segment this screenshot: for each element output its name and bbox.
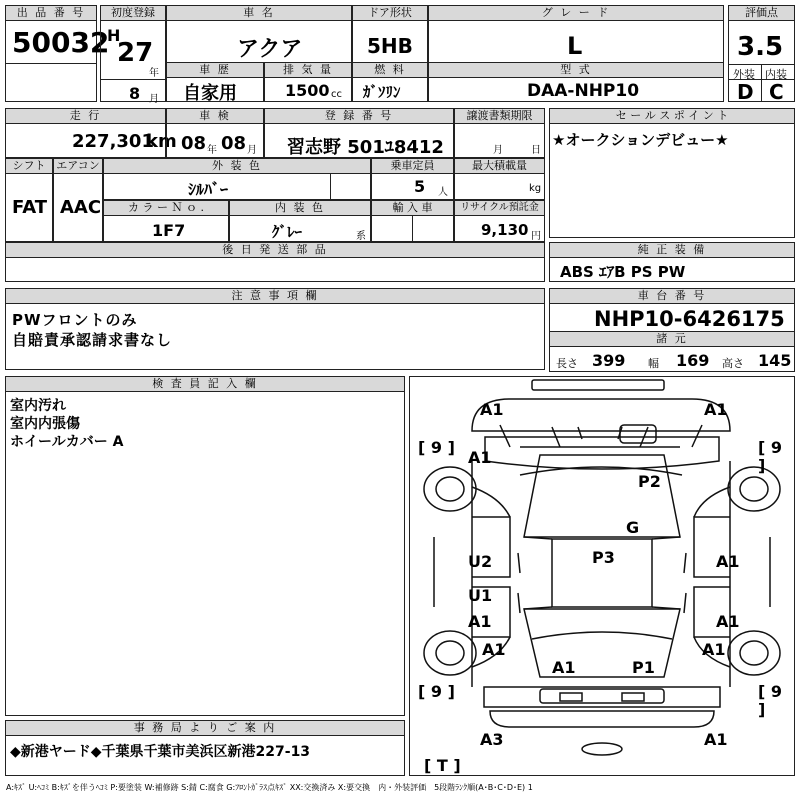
- transfer-label: 譲渡書類期限: [455, 109, 544, 124]
- plate-number: 習志野 501ﾕ8412: [287, 137, 444, 158]
- tyre-rear-right: [ 9 ]: [758, 682, 783, 719]
- month-unit: 月: [149, 94, 159, 105]
- car-name: アクア: [237, 37, 303, 62]
- recycle-label: リサイクル預託金: [455, 201, 544, 216]
- import-box: [371, 200, 454, 242]
- door-box: [352, 5, 428, 63]
- int-color-label: 内 装 色: [230, 201, 370, 216]
- width-label: 幅: [648, 357, 659, 370]
- history-label: 車 歴: [167, 63, 263, 78]
- length-label: 長さ: [556, 357, 578, 370]
- mileage-label: 走 行: [6, 109, 165, 124]
- ext-label: 外装: [733, 68, 755, 81]
- ext-color: ｼﾙﾊﾞｰ: [188, 180, 229, 199]
- grade-label: グ レ ー ド: [429, 6, 723, 21]
- sales-point-box: [549, 108, 795, 238]
- transfer-box: [454, 108, 545, 158]
- displacement: 1500: [285, 81, 330, 100]
- tyre-spare: [ T ]: [424, 756, 461, 775]
- grade: L: [567, 32, 583, 60]
- door-label: ドア形状: [353, 6, 427, 21]
- recycle: 9,130: [481, 221, 529, 239]
- damage-mark: U2: [468, 552, 493, 571]
- genuine-box: [549, 242, 795, 282]
- inspector-label: 検 査 員 記 入 欄: [6, 377, 404, 392]
- chassis-number: NHP10-6426175: [594, 307, 785, 331]
- int-label: 内装: [765, 68, 787, 81]
- damage-mark: A3: [480, 730, 504, 749]
- chassis-box: [549, 288, 795, 372]
- model-code: DAA-NHP10: [527, 81, 640, 101]
- damage-mark: A1: [468, 448, 492, 467]
- fuel: ｶﾞｿﾘﾝ: [363, 83, 401, 101]
- import-label: 輸 入 車: [372, 201, 453, 216]
- office-label: 事 務 局 よ り ご 案 内: [6, 721, 404, 736]
- recycle-box: [454, 200, 545, 242]
- notes-box: [5, 288, 545, 370]
- office-notice: ◆新港ヤード◆千葉県千葉市美浜区新港227-13: [10, 744, 311, 760]
- model-label: 型 式: [429, 63, 723, 78]
- insp-month-unit: 月: [247, 145, 257, 156]
- damage-mark: A1: [716, 612, 740, 631]
- damage-mark: G: [626, 518, 640, 537]
- later-parts-label: 後 日 発 送 部 品: [6, 243, 544, 258]
- length: 399: [592, 351, 626, 370]
- chassis-label: 車 台 番 号: [550, 289, 794, 304]
- capacity-unit: 人: [438, 187, 448, 198]
- lot-label: 出 品 番 号: [6, 6, 96, 21]
- shift: FAT: [12, 197, 48, 218]
- inspector-line-2: 室内内張傷: [10, 416, 80, 432]
- tyre-rear-left: [ 9 ]: [418, 682, 455, 701]
- door-type: 5HB: [367, 34, 413, 58]
- lot-box: [5, 5, 110, 102]
- first-reg-label: 初度登録: [101, 6, 165, 21]
- height: 145: [758, 351, 792, 370]
- color-no-label: カ ラ ー Ｎ ｏ .: [104, 201, 228, 216]
- sales-point-label: セ ー ル ス ポ イ ン ト: [550, 109, 794, 124]
- insp-year: 08: [181, 133, 207, 154]
- displacement-label: 排 気 量: [265, 63, 351, 78]
- era: H: [107, 26, 121, 45]
- displacement-box: [264, 62, 352, 102]
- color-no: 1F7: [152, 221, 186, 240]
- mileage-box: [5, 108, 177, 158]
- office-box: [5, 720, 405, 776]
- genuine-equipment: ABS ｴｱB PS PW: [560, 263, 686, 281]
- inspection-box: [166, 108, 264, 158]
- plate-box: [264, 108, 454, 158]
- note-line-1: PWフロントのみ: [12, 311, 138, 329]
- transfer-day-unit: 日: [531, 145, 541, 156]
- capacity-box: [371, 158, 454, 200]
- history-box: [166, 62, 264, 102]
- damage-diagram: [409, 376, 795, 776]
- damage-mark: A1: [552, 658, 576, 677]
- score: 3.5: [737, 32, 784, 62]
- damage-mark: U1: [468, 586, 493, 605]
- shift-box: [5, 158, 53, 242]
- damage-mark: A1: [702, 640, 726, 659]
- tyre-front-left: [ 9 ]: [418, 438, 455, 457]
- notes-label: 注 意 事 項 欄: [6, 289, 544, 304]
- damage-mark: A1: [704, 730, 728, 749]
- mileage: 227,301: [72, 131, 154, 152]
- capacity: 5: [414, 177, 426, 196]
- max-load-label: 最大積載量: [455, 159, 544, 174]
- ac: AAC: [60, 197, 102, 218]
- history: 自家用: [183, 83, 237, 104]
- ac-label: エアコン: [54, 159, 102, 174]
- score-box: [728, 5, 795, 102]
- damage-mark: A1: [704, 400, 728, 419]
- damage-mark: A1: [716, 552, 740, 571]
- lot-number: 50032: [12, 26, 110, 59]
- int-score: C: [769, 80, 784, 104]
- model-box: [428, 62, 724, 102]
- color-no-box: [103, 200, 229, 242]
- score-label: 評価点: [729, 6, 794, 21]
- car-name-box: [166, 5, 352, 63]
- plate-label: 登 録 番 号: [265, 109, 453, 124]
- int-color: ｸﾞﾚｰ: [272, 223, 303, 241]
- ext-color-box: [103, 158, 371, 200]
- width: 169: [676, 351, 710, 370]
- ext-score: D: [737, 80, 754, 104]
- damage-mark: P2: [638, 472, 661, 491]
- capacity-label: 乗車定員: [372, 159, 453, 174]
- ext-color-label: 外 装 色: [104, 159, 370, 174]
- fuel-box: [352, 62, 428, 102]
- int-color-box: [229, 200, 371, 242]
- insp-month: 08: [221, 133, 247, 154]
- damage-mark: P3: [592, 548, 615, 567]
- year-unit: 年: [149, 68, 159, 79]
- specs-label: 諸 元: [550, 332, 794, 347]
- reg-month: 8: [129, 84, 141, 103]
- first-reg-box: [100, 5, 166, 105]
- int-color-unit: 系: [356, 231, 366, 242]
- damage-mark: A1: [468, 612, 492, 631]
- recycle-unit: 円: [531, 231, 541, 242]
- genuine-label: 純 正 装 備: [550, 243, 794, 258]
- cc-unit: cc: [331, 89, 342, 100]
- inspector-box: [5, 376, 405, 716]
- fuel-label: 燃 料: [353, 63, 427, 78]
- max-load-box: [454, 158, 545, 200]
- later-parts-box: [5, 242, 545, 282]
- inspector-line-1: 室内汚れ: [10, 398, 66, 414]
- car-outline: [410, 377, 794, 775]
- grade-box: [428, 5, 724, 63]
- max-load-unit: kg: [529, 183, 542, 194]
- legend: A:ｷｽﾞ U:ﾍｺﾐ B:ｷｽﾞを伴うﾍｺﾐ P:要塗装 W:補修跡 S:錆 C:腐食 G:ﾌﾛﾝﾄｶﾞﾗｽ点ｷｽﾞ XX:交換済み X:要交換 内・外装評価 5段階ﾗﾝｸ順(A･B･C･D･E) 1: [6, 783, 533, 792]
- shift-label: シフト: [6, 159, 52, 174]
- insp-year-unit: 年: [207, 145, 217, 156]
- car-name-label: 車 名: [167, 6, 351, 21]
- tyre-front-right: [ 9 ]: [758, 438, 783, 475]
- damage-mark: A1: [480, 400, 504, 419]
- inspection-label: 車 検: [167, 109, 263, 124]
- sales-point: ★オークションデビュー★: [552, 131, 729, 149]
- reg-year: 27: [117, 38, 154, 68]
- transfer-month-unit: 月: [493, 145, 503, 156]
- damage-mark: A1: [482, 640, 506, 659]
- km-unit: km: [146, 131, 177, 152]
- ac-box: [53, 158, 103, 242]
- height-label: 高さ: [722, 357, 744, 370]
- inspector-line-3: ホイールカバー A: [10, 434, 124, 450]
- note-line-2: 自賠責承認請求書なし: [12, 331, 173, 349]
- damage-mark: P1: [632, 658, 655, 677]
